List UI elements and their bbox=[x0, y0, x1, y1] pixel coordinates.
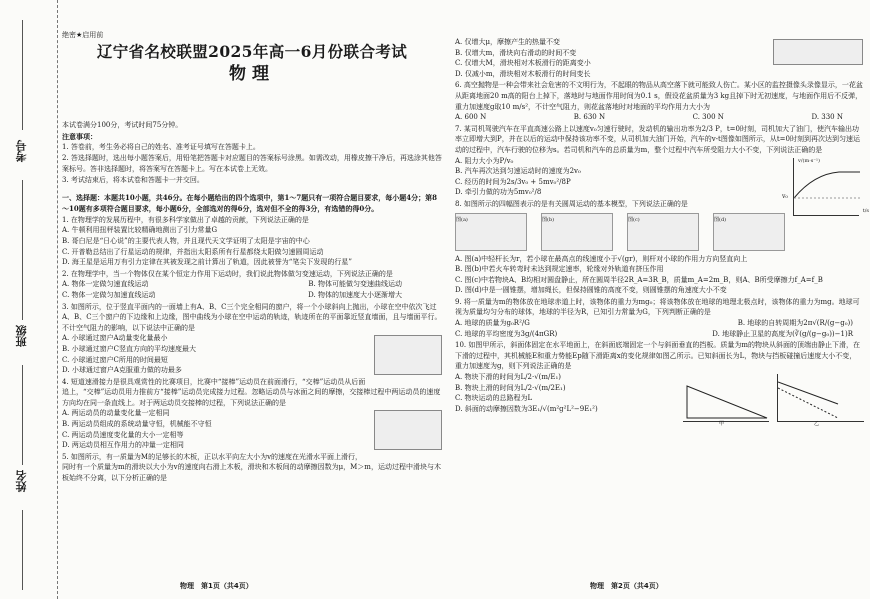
question-option: B. 小球通过窗户C竖直方向的平均速度最大 bbox=[62, 344, 196, 353]
question-option: D. 海王星是运用万有引力定律在其被发现之前计算出了轨道，因此被誉为“笔尖下发现的行星” bbox=[62, 258, 352, 267]
question-option: C. 物体一定做匀加速直线运动 bbox=[62, 290, 156, 299]
vt-graph-curve bbox=[794, 158, 860, 216]
question-option: A. 仅增大μ，摩擦产生的热量不变 bbox=[455, 38, 561, 46]
window-figure bbox=[374, 335, 442, 375]
question-option: D. 仅减小m，滑块相对木板滑行的时间变长 bbox=[455, 69, 591, 78]
options-row bbox=[455, 112, 863, 123]
question-option: D. 物体的加速度大小逐渐增大 bbox=[308, 290, 402, 299]
question-option: B. 两运动员组成的系统动量守恒，机械能不守恒 bbox=[62, 420, 212, 429]
left-column bbox=[62, 30, 442, 484]
question-3 bbox=[62, 302, 442, 376]
name-label: 姓名 bbox=[15, 470, 28, 492]
question-option: C. 小球通过窗户C所用的时间最短 bbox=[62, 355, 168, 364]
exam-number-label: 考号 bbox=[15, 140, 28, 162]
question-5-options bbox=[455, 37, 863, 79]
question-option: A. 地球的质量为g₀R²/G bbox=[455, 319, 530, 328]
figure-label: 图(a) bbox=[456, 216, 468, 223]
question-stem: 4. 短道速滑接力是很具观赏性的比赛项目，比赛中“接棒”运动员在前面滑行，“交棒”运动员从后面追上，“交棒”运动员用力推前方“接棒”运动员完成接力过程。忽略运动员与冰面之间的摩擦，交接棒过程中两运动员的速度方向均在同一条直线上。对于两运动员交接棒的过程，下列说法正确的是 bbox=[62, 377, 441, 407]
question-option: A. 阻力大小为P/v₀ bbox=[455, 156, 514, 165]
notes-heading: 注意事项： bbox=[62, 131, 97, 141]
question-option: A. 物体一定做匀速直线运动 bbox=[62, 280, 149, 289]
question-9 bbox=[455, 297, 863, 339]
vt-graph bbox=[782, 157, 869, 216]
question-option: B. 物体可能做匀变速曲线运动 bbox=[308, 280, 402, 289]
question-option: D. 两运动员相互作用力的冲量一定相同 bbox=[62, 441, 184, 450]
sidebar-line bbox=[22, 365, 23, 465]
question-option: D. 330 N bbox=[811, 113, 843, 122]
figure-yi bbox=[777, 374, 864, 428]
incline-drawing bbox=[683, 374, 769, 420]
note-item: 3. 考试结束后，将本试卷和答题卡一并交回。 bbox=[62, 175, 204, 184]
sidebar-line bbox=[22, 510, 23, 590]
question-option: C. 地球的平均密度为3g/(4πGR) bbox=[455, 329, 558, 338]
question-option: C. 两运动员速度变化量的大小一定相等 bbox=[62, 430, 184, 439]
figure-c bbox=[627, 213, 699, 251]
question-option: B. 图(b)中若火车转弯时未达到规定速率，轮缘对外轨道有挤压作用 bbox=[455, 265, 664, 274]
question-option: A. 小球通过窗户A动量变化量最小 bbox=[62, 334, 168, 343]
options-row bbox=[455, 329, 863, 340]
question-option: D. 斜面的动摩擦因数为3E₁/√(m²g²L²−9E₁²) bbox=[455, 404, 598, 413]
question-option: C. 物块运动的总路程为L bbox=[455, 394, 533, 403]
secret-mark: 绝密★启用前 bbox=[62, 31, 104, 39]
sidebar-line bbox=[22, 20, 23, 130]
page-footer-right: 物理 第2页（共4页） bbox=[590, 582, 663, 590]
section-heading: 一、选择题：本题共10小题，共46分。在每小题给出的四个选项中，第1～7题只有一项符合题目要求，每小题4分；第8～10题有多项符合题目要求，每小题6分，全部选对的得6分，选对但不全的得3分，有选错的得0分。 bbox=[62, 192, 437, 213]
question-option: B. 630 N bbox=[573, 113, 606, 122]
figure-b bbox=[541, 213, 613, 251]
question-option: C. 经历的时间为2s/3v₀ + 5mv₀²/8P bbox=[455, 177, 571, 186]
question-stem: 3. 如图所示，位于竖直平面内的一面墙上有A、B、C三个完全相同的窗户，将一个小球斜向上抛出，小球在空中依次飞过A、B、C三个窗户的下边缘和上边缘，图中曲线为小球在空中运动的轨迹，轨迹所在的平面靠近竖直墙面，且与墙面平行。不计空气阻力的影响，以下说法中正确的是 bbox=[62, 302, 442, 332]
skating-figure bbox=[374, 410, 442, 450]
question-option: C. 300 N bbox=[692, 113, 724, 122]
question-option: B. 仅增大m，滑块向右滑动的时间不变 bbox=[455, 48, 577, 57]
question-option: B. 物块上滑的时间为L/2·√(m/2E₁) bbox=[455, 383, 566, 392]
figure-label: 图(d) bbox=[714, 216, 727, 223]
right-column bbox=[455, 36, 869, 428]
question-4 bbox=[62, 377, 442, 451]
question-option: D. 牵引力做的功为5mv₀²/8 bbox=[455, 188, 542, 197]
question-2 bbox=[62, 269, 442, 301]
figure-jia bbox=[683, 374, 769, 428]
question-5 bbox=[62, 452, 442, 484]
binding-sidebar bbox=[0, 0, 58, 599]
question-stem: 9. 将一质量为m的物体放在地球赤道上时，该物体的重力为mg₀；将该物体放在地球的地理北极点时，该物体的重力为mg。地球可视为质量均匀分布的球体，地球的半径为R，已知引力常量为G，下列判断正确的是 bbox=[455, 297, 860, 317]
incline-figures bbox=[683, 374, 863, 428]
question-option: A. 牛顿利用扭秤装置比较精确地测出了引力常量G bbox=[62, 226, 218, 235]
options-row bbox=[455, 318, 863, 329]
vt-graph-v0: v₀ bbox=[782, 192, 788, 200]
score-note: 本试卷满分100分，考试时间75分钟。 bbox=[62, 120, 183, 129]
class-label: 班级 bbox=[15, 325, 28, 347]
question-stem: 1. 在物理学的发展历程中，有很多科学家做出了卓越的贡献，下列说法正确的是 bbox=[62, 215, 309, 224]
question-stem: 6. 高空抛物是一种会带来社会危害的不文明行为，不起眼的物品从高空落下就可能致人伤亡。某小区的监控摄像头录像显示，一花盆从距离地面20 m高的阳台上掉下，落地时与地面作用时间为0.1 s，假设花盆质量为3 kg且掉下时无初速度，与地面作用后不反弹，重力加速度g取10 m/s²，不计空气阻力，则花盆落地时对地面的平均作用力大小为 bbox=[455, 81, 863, 111]
figure-label: 图(c) bbox=[628, 216, 640, 223]
note-item: 1. 答卷前，考生务必将自己的姓名、准考证号填写在答题卡上。 bbox=[62, 142, 260, 151]
figure-label: 乙 bbox=[814, 421, 820, 428]
figure-label: 图(b) bbox=[542, 216, 555, 223]
question-option: A. 物块下滑的时间为L/2·√(m/E₁) bbox=[455, 373, 562, 382]
question-option: A. 600 N bbox=[455, 113, 487, 122]
question-stem: 5. 如图所示，有一质量为M的足够长的木板，正以水平向左大小为v的速度在光滑水平面上滑行，同时有一个质量为m的滑块以大小为v的速度向右滑上木板，滑块和木板间的动摩擦因数为μ，M＞m，运动过程中滑块与木板始终不分离，以下分析正确的是 bbox=[62, 452, 441, 483]
question-option: A. 图(a)中轻杆长为r，若小球在最高点的线速度小于√(gr)，则杆对小球的作用力方向竖直向上 bbox=[455, 254, 748, 263]
figure-d bbox=[713, 213, 785, 251]
question-option: D. 小球通过窗户A克服重力做的功最多 bbox=[62, 366, 182, 375]
figure-label: 甲 bbox=[719, 421, 725, 428]
options-row bbox=[62, 290, 442, 301]
question-option: C. 仅增大M，滑块相对木板滑行的距离变小 bbox=[455, 59, 591, 68]
question-option: B. 地球的自转周期为2π√(R/(g−g₀)) bbox=[737, 319, 853, 328]
question-option: C. 图(c)中若物块A、B均相对圆盘静止，所在圆周半径2R_A=3R_B，质量m_A=2m_B，则A、B所受摩擦力f_A=f_B bbox=[455, 275, 823, 284]
question-stem: 10. 如图甲所示，斜面体固定在水平地面上，在斜面底端固定一个与斜面垂直的挡板。质量为m的物块从斜面的顶端由静止下滑，在下滑的过程中，其机械能E和重力势能Ep随下滑距离x的变化规律如图乙所示。已知斜面长为L，物块与挡板碰撞后速度大小不变，重力加速度为g，则下列说法正确的是 bbox=[455, 341, 860, 371]
question-option: D. 地球静止卫星的高度为(∛(g/(g−g₀))−1)R bbox=[712, 329, 853, 338]
question-option: B. 哥白尼是“日心说”的主要代表人物，并且现代天文学证明了太阳是宇宙的中心 bbox=[62, 236, 310, 245]
page-footer-left: 物理 第1页（共4页） bbox=[180, 582, 253, 590]
question-option: C. 开普勒总结出了行星运动的规律，并指出太阳系所有行星都绕太阳做匀速圆周运动 bbox=[62, 247, 324, 256]
options-row bbox=[62, 279, 442, 290]
figure-a bbox=[455, 213, 527, 251]
note-item: 2. 答选择题时，选出每小题答案后，用铅笔把答题卡对应题目的答案标号涂黑。如需改动，用橡皮擦干净后，再选涂其他答案标号。答非选择题时，将答案写在答题卡上。写在本试卷上无效。 bbox=[62, 153, 442, 173]
question-option: B. 汽车再次达到匀速运动时的速度为2v₀ bbox=[455, 167, 581, 176]
sidebar-line bbox=[22, 180, 23, 320]
board-figure bbox=[773, 39, 863, 65]
vt-graph-x-label: t/s bbox=[862, 207, 869, 214]
question-10 bbox=[455, 340, 863, 428]
question-stem: 7. 某司机驾驶汽车在平直高速公路上以速度v₀匀速行驶时，发动机的输出功率为2/3 P，t=0时刻，司机加大了油门，使汽车输出功率立即增大到P，并在以后的运动中保持该功率不变，从司机加大油门开始，汽车的v-t图像如图所示，从t=0时刻到再次达到匀速运动的过程中，汽车行驶的位移为s。若司机和汽车的总质量为m，整个过程中汽车所受阻力大小不变，下列说法正确的是 bbox=[455, 124, 860, 154]
question-stem: 8. 如图所示的四幅图表示的是有关圆周运动的基本模型，下列说法正确的是 bbox=[455, 199, 688, 208]
question-stem: 2. 在物理学中，当一个物体仅在某个恒定力作用下运动时，我们说此物体做匀变速运动，下列说法正确的是 bbox=[62, 269, 393, 278]
exam-title: 辽宁省名校联盟2025年高一6月份联合考试 bbox=[96, 41, 408, 61]
question-option: D. 图(d)中是一圆锥摆，增加绳长，但保持圆锥的高度不变，则圆锥摆的角速度大小不变 bbox=[455, 286, 727, 295]
energy-graph bbox=[778, 374, 864, 420]
question-option: A. 两运动员的动量变化量一定相同 bbox=[62, 409, 170, 418]
question-6 bbox=[455, 80, 863, 122]
subject-title: 物理 bbox=[229, 64, 275, 85]
circular-motion-figures bbox=[455, 213, 785, 251]
question-1 bbox=[62, 215, 442, 268]
vt-graph-axis: v/(m·s⁻¹) bbox=[798, 157, 820, 164]
